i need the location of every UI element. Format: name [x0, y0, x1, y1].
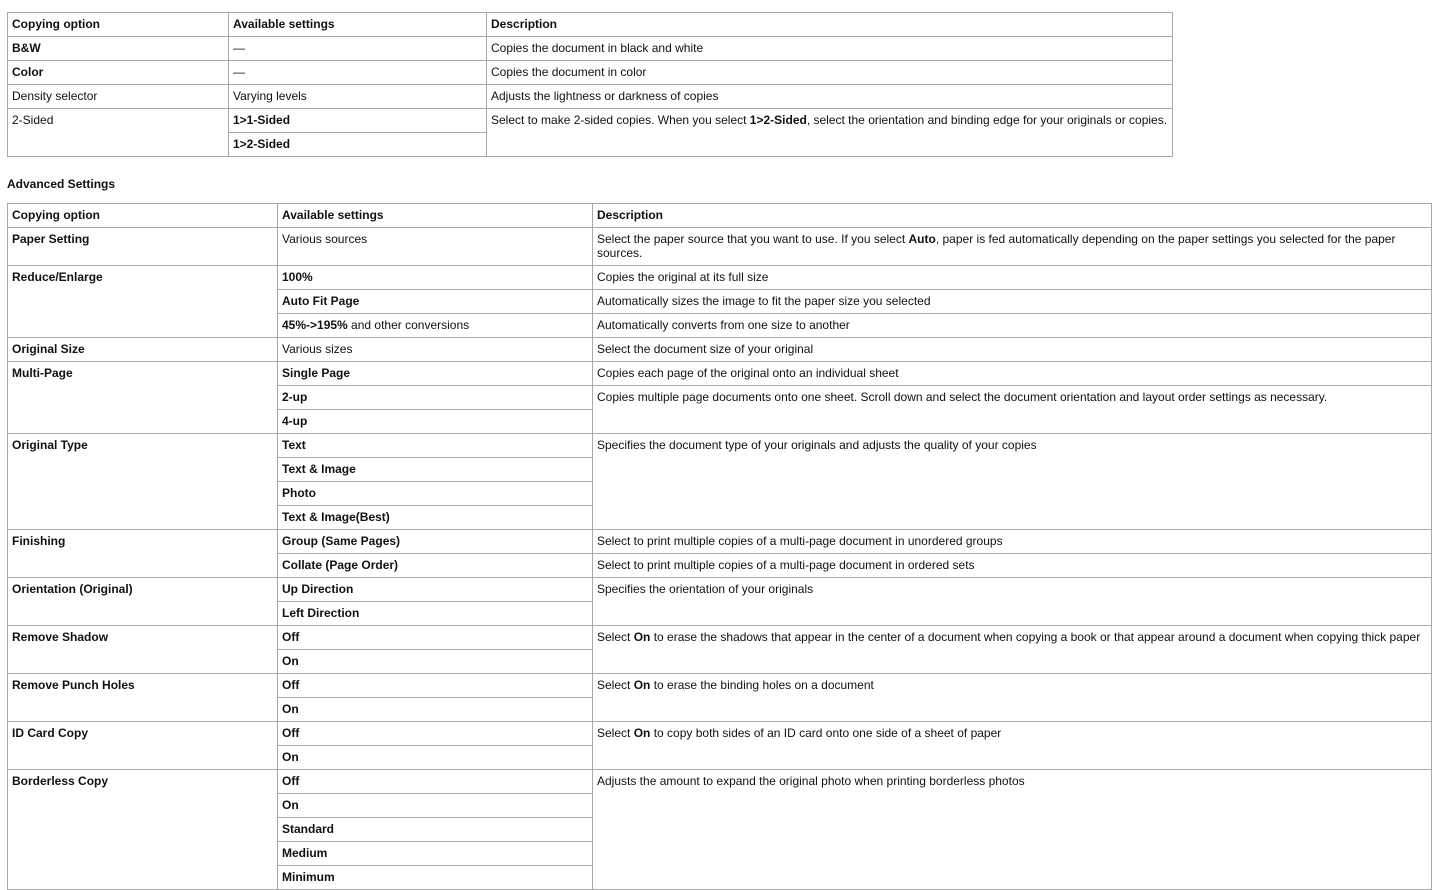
- option-cell: Borderless Copy: [8, 770, 278, 890]
- setting-cell: On: [278, 746, 593, 770]
- option-cell: Color: [8, 61, 229, 85]
- setting-cell: —: [229, 61, 487, 85]
- setting-cell: Off: [278, 626, 593, 650]
- setting-text: and other conversions: [347, 318, 470, 332]
- description-cell: Copies each page of the original onto an individual sheet: [593, 362, 1432, 386]
- desc-bold: Auto: [908, 232, 936, 246]
- option-cell: Reduce/Enlarge: [8, 266, 278, 338]
- table-row: [8, 109, 1173, 133]
- description-cell: Select to print multiple copies of a multi-page document in ordered sets: [593, 554, 1432, 578]
- setting-cell: Various sizes: [278, 338, 593, 362]
- setting-cell: Off: [278, 674, 593, 698]
- description-cell: Copies the document in color: [487, 61, 1173, 85]
- setting-cell: On: [278, 698, 593, 722]
- description-cell: Copies the original at its full size: [593, 266, 1432, 290]
- setting-cell: Photo: [278, 482, 593, 506]
- header-copying-option: Copying option: [8, 13, 229, 37]
- desc-text: Select: [597, 678, 634, 692]
- description-cell: Select to print multiple copies of a multi-page document in unordered groups: [593, 530, 1432, 554]
- setting-cell: 1>2-Sided: [229, 133, 487, 157]
- header-description: Description: [593, 204, 1432, 228]
- table-row: [8, 530, 1432, 554]
- setting-cell: On: [278, 650, 593, 674]
- description-cell: [593, 674, 1432, 722]
- table-row: [8, 362, 1432, 386]
- option-cell: Orientation (Original): [8, 578, 278, 626]
- desc-text: Select: [597, 630, 634, 644]
- table-row: [8, 722, 1432, 746]
- setting-cell: Text & Image: [278, 458, 593, 482]
- option-cell: Finishing: [8, 530, 278, 578]
- setting-cell: Standard: [278, 818, 593, 842]
- setting-cell: —: [229, 37, 487, 61]
- setting-cell: 2-up: [278, 386, 593, 410]
- header-available-settings: Available settings: [229, 13, 487, 37]
- setting-cell: Single Page: [278, 362, 593, 386]
- table-row: [8, 61, 1173, 85]
- advanced-settings-heading: Advanced Settings: [7, 177, 116, 191]
- table-header-row: [8, 13, 1173, 37]
- desc-text: to erase the binding holes on a document: [650, 678, 874, 692]
- header-copying-option: Copying option: [8, 204, 278, 228]
- option-cell: Paper Setting: [8, 228, 278, 266]
- advanced-settings-table: [7, 203, 1432, 890]
- table-row: [8, 338, 1432, 362]
- setting-cell: Up Direction: [278, 578, 593, 602]
- desc-bold: 1>2-Sided: [749, 113, 807, 127]
- desc-bold: On: [633, 678, 651, 692]
- option-cell: Density selector: [8, 85, 229, 109]
- setting-cell: Off: [278, 770, 593, 794]
- desc-bold: On: [633, 726, 651, 740]
- setting-cell: Text: [278, 434, 593, 458]
- setting-cell: On: [278, 794, 593, 818]
- desc-text: to erase the shadows that appear in the center of a document when copying a book or that appear around a document when copying thick paper: [650, 630, 1421, 644]
- table-row: [8, 266, 1432, 290]
- desc-text: Select to make 2-sided copies. When you select: [491, 113, 750, 127]
- setting-cell: 4-up: [278, 410, 593, 434]
- table-header-row: [8, 204, 1432, 228]
- basic-settings-table: [7, 12, 1173, 157]
- setting-cell: Left Direction: [278, 602, 593, 626]
- description-cell: Specifies the orientation of your originals: [593, 578, 1432, 626]
- setting-bold: 45%->195%: [282, 318, 348, 332]
- setting-cell: Varying levels: [229, 85, 487, 109]
- table-row: [8, 626, 1432, 650]
- option-cell: Original Size: [8, 338, 278, 362]
- desc-text: , select the orientation and binding edge for your originals or copies.: [806, 113, 1168, 127]
- table-row: [8, 674, 1432, 698]
- option-cell: Remove Punch Holes: [8, 674, 278, 722]
- description-cell: Adjusts the lightness or darkness of copies: [487, 85, 1173, 109]
- option-cell: B&W: [8, 37, 229, 61]
- setting-cell: Medium: [278, 842, 593, 866]
- description-cell: [593, 228, 1432, 266]
- desc-text: Select: [597, 726, 634, 740]
- option-cell: Remove Shadow: [8, 626, 278, 674]
- setting-cell: Minimum: [278, 866, 593, 890]
- description-cell: Automatically sizes the image to fit the paper size you selected: [593, 290, 1432, 314]
- table-row: [8, 228, 1432, 266]
- setting-cell: Group (Same Pages): [278, 530, 593, 554]
- desc-text: to copy both sides of an ID card onto one side of a sheet of paper: [650, 726, 1002, 740]
- setting-cell: Text & Image(Best): [278, 506, 593, 530]
- option-cell: ID Card Copy: [8, 722, 278, 770]
- description-cell: [487, 109, 1173, 157]
- desc-bold: On: [633, 630, 651, 644]
- description-cell: Select the document size of your original: [593, 338, 1432, 362]
- setting-cell: Auto Fit Page: [278, 290, 593, 314]
- setting-cell: [278, 314, 593, 338]
- desc-text: Select the paper source that you want to use. If you select: [597, 232, 909, 246]
- setting-cell: 1>1-Sided: [229, 109, 487, 133]
- header-available-settings: Available settings: [278, 204, 593, 228]
- description-cell: [593, 626, 1432, 674]
- setting-cell: Collate (Page Order): [278, 554, 593, 578]
- setting-cell: 100%: [278, 266, 593, 290]
- option-cell: Multi-Page: [8, 362, 278, 434]
- setting-cell: Off: [278, 722, 593, 746]
- description-cell: [593, 722, 1432, 770]
- table-row: [8, 37, 1173, 61]
- description-cell: Copies multiple page documents onto one sheet. Scroll down and select the document orientation and layout order settings as necessary.: [593, 386, 1432, 434]
- description-cell: Specifies the document type of your originals and adjusts the quality of your copies: [593, 434, 1432, 530]
- description-cell: Automatically converts from one size to another: [593, 314, 1432, 338]
- table-row: [8, 85, 1173, 109]
- table-row: [8, 578, 1432, 602]
- table-row: [8, 770, 1432, 794]
- table-row: [8, 434, 1432, 458]
- description-cell: Adjusts the amount to expand the original photo when printing borderless photos: [593, 770, 1432, 890]
- header-description: Description: [487, 13, 1173, 37]
- desc-text: , paper is fed automatically depending on the paper settings you selected for the paper sources.: [597, 232, 1396, 260]
- option-cell: 2-Sided: [8, 109, 229, 157]
- description-cell: Copies the document in black and white: [487, 37, 1173, 61]
- option-cell: Original Type: [8, 434, 278, 530]
- setting-cell: Various sources: [278, 228, 593, 266]
